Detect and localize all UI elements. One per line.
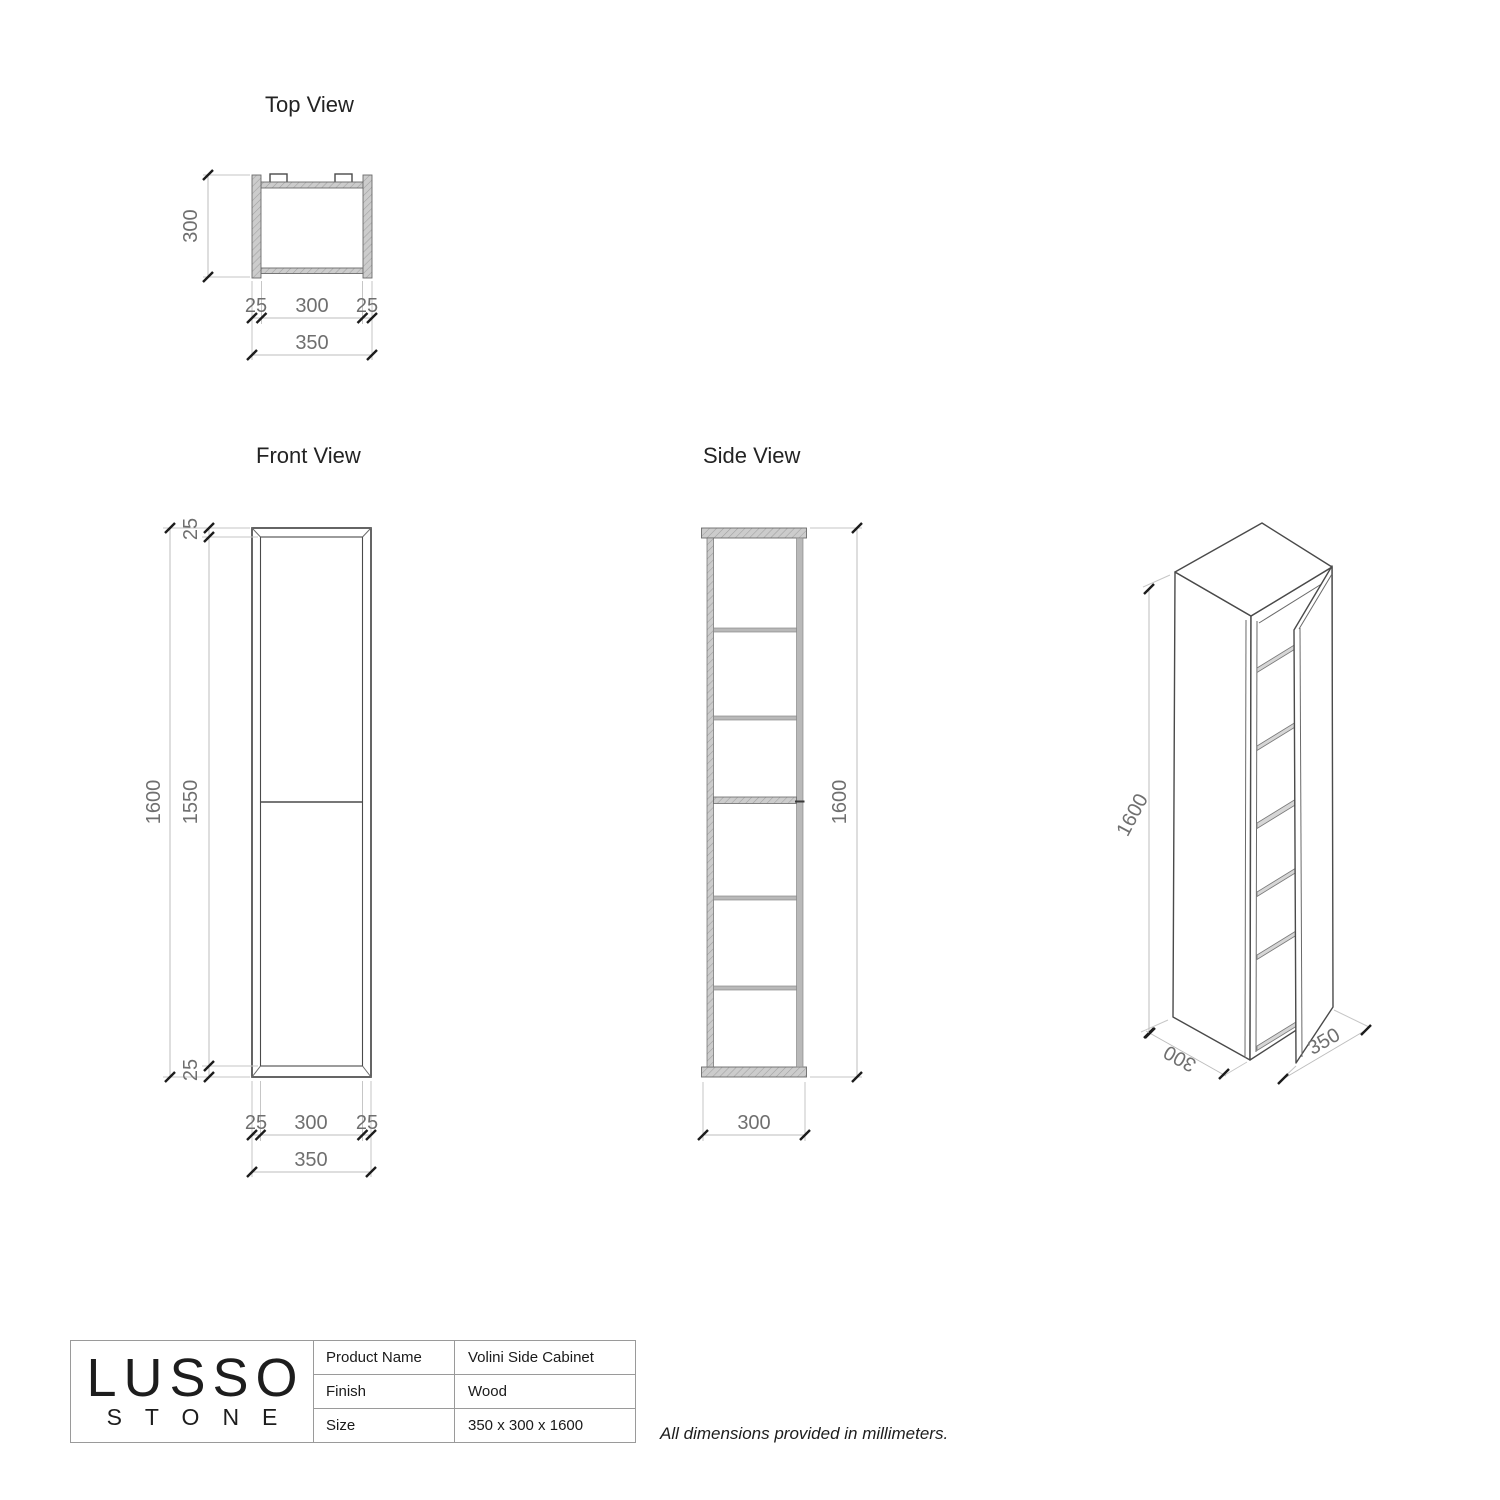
row-label: Product Name (314, 1341, 455, 1374)
brand-logo (71, 1341, 314, 1442)
row-value: 350 x 300 x 1600 (468, 1417, 584, 1434)
dim-front-wall-right: 25 (355, 1112, 379, 1134)
bottom-cap (702, 1067, 807, 1077)
wall-bracket-left (270, 174, 287, 183)
dim-top-wall-right: 25 (355, 295, 379, 317)
side-panel-right (363, 175, 372, 278)
title-block-table (314, 1341, 635, 1442)
row-label: Finish (314, 1375, 455, 1408)
dim-iso-depth: 300 (1160, 1040, 1201, 1076)
table-row (314, 1375, 635, 1409)
shelf (714, 628, 797, 632)
front-view-title: Front View (256, 443, 361, 468)
dim-iso-total-height: 1600 (1112, 790, 1153, 840)
top-panel-back (261, 182, 363, 188)
brand-word: LUSSO (86, 1348, 305, 1408)
shelf (714, 716, 797, 720)
dim-top-depth: 300 (180, 209, 202, 243)
dim-front-door-height: 1550 (180, 779, 202, 825)
dim-top-wall-left: 25 (244, 295, 268, 317)
top-cap (702, 528, 807, 538)
dim-side-total-height: 1600 (829, 779, 851, 825)
iso-left-face (1173, 572, 1251, 1060)
shelf (714, 896, 797, 900)
dim-front-wall-left: 25 (244, 1112, 268, 1134)
dim-side-depth: 300 (737, 1112, 771, 1134)
top-view-title: Top View (265, 92, 354, 117)
side-panel-left (252, 175, 261, 278)
front-view (143, 443, 378, 1177)
table-row (314, 1409, 635, 1442)
row-value: Volini Side Cabinet (468, 1349, 594, 1366)
shelf (714, 986, 797, 990)
top-panel-front (261, 268, 363, 274)
side-view-title: Side View (703, 443, 801, 468)
side-view (698, 443, 862, 1141)
mid-shelf (714, 797, 797, 804)
back-panel (707, 538, 714, 1067)
title-block (70, 1340, 636, 1443)
isometric-view (1113, 523, 1371, 1084)
table-row (314, 1341, 635, 1375)
dim-iso-total-width: 350 (1304, 1023, 1344, 1060)
dim-front-bottom-offset: 25 (180, 1058, 202, 1082)
dim-top-inner-width: 300 (295, 295, 329, 317)
wall-bracket-right (335, 174, 352, 183)
dim-top-total-width: 350 (295, 332, 329, 354)
top-view (180, 92, 378, 360)
dim-front-top-offset: 25 (180, 517, 202, 541)
row-label: Size (314, 1409, 455, 1442)
dim-front-total-height: 1600 (143, 779, 165, 825)
dim-front-total-width: 350 (294, 1149, 328, 1171)
row-value: Wood (468, 1383, 507, 1400)
dim-front-inner-width: 300 (294, 1112, 328, 1134)
brand-sub: STONE (106, 1404, 301, 1430)
units-note: All dimensions provided in millimeters. (660, 1424, 949, 1443)
